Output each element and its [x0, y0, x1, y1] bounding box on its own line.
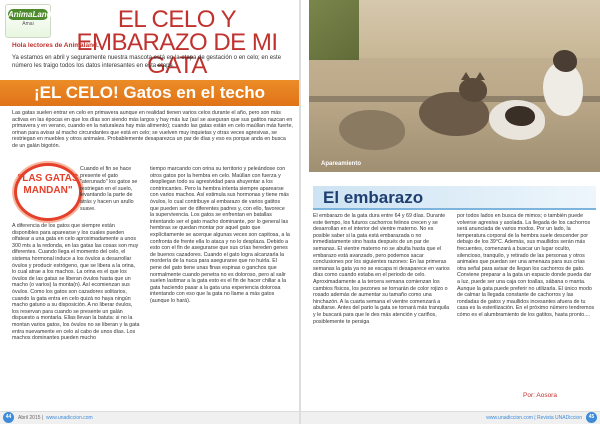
footer-site-link[interactable]: www.unadiccion.com	[46, 415, 93, 421]
footer-left	[0, 411, 299, 424]
column-text-b: A diferencia de los gatos que siempre están disponibles para aparearse y los cuales pueden olfatear a una gata en celo aproximadamente a unos 300 mts a la redonda, en las gatas las cosas son muy diferentes. Cuando llega el momento del celo, el sistema hormonal induce a los óvulos a desarrollar óvulos y producir estrógeno, que se libera a la orina, lo cual atrae a los machos. La orina es el que los óvulos de las gatas se liberan óvulos hasta que un macho (o varios) la monta(n). Así ecomienzan sus óvulos. Como los gatos son cazadores solitarios, cuando la gata entra en celo quizá no haya ningún macho gatuno a su disposición. A no liberar óvulos, los reservan para cuando se presente un galán dispuesto a montarla. Ellas llevan la batuta: si no la montan varios gatos, los óvulos no se liberan y la gata entra nuevamente en celo al cabo de unos días. Los machos dominantes pueden mucho	[12, 223, 140, 342]
cat-illustration-3-head	[553, 50, 577, 72]
logo-name: AnimaLand	[8, 10, 52, 19]
logo-tagline: Amai	[22, 21, 34, 27]
cat-illustration-2-patch	[505, 106, 535, 126]
animaland-logo	[5, 4, 51, 38]
lead-paragraph: Las gatas suelen entrar en celo en primavera aunque en realidad tienen varios celos durante el año, pero son más activas en las épocas en que los días son siendo más largos y hay más luz (así se aseguran que sus gatitos nazcan en primavera y en verano, cuando en la naturaleza hay más alimento); cuando las gatas están en celo maúllan más fuerte, orinan para avisar al macho circundantes que está en celo; se vuelven muy inquietas y otras veces agresivas, se restriegan en muebles y otros animales. Probablemente desaparezca un par de días y eso es porque anda en busca de un galán bigotón.	[12, 110, 293, 149]
photo-caption: Apareamiento	[321, 161, 362, 167]
cat-illustration-4	[339, 110, 405, 150]
cat-ear-icon	[461, 72, 471, 80]
cat-ear-icon	[475, 72, 485, 80]
page-number-left: 44	[3, 412, 14, 423]
section-title-embarazo: El embarazo	[313, 186, 596, 210]
greeting: Hola lectores de Animaland.	[12, 42, 99, 49]
column-text-a: Cuando el fin se hace presente el gato "aterunado" los gatos se restriegan en el suelo, levantando la parte de atrás y hacen un arullo suave.	[80, 166, 138, 212]
left-page	[0, 0, 299, 424]
photo-foliage	[309, 0, 359, 60]
pull-quote	[14, 163, 82, 221]
column-text-c: tiempo marcando con orina su territorio y peleándose con otros gatos por la hembra en celo. Maúllan con fuerza y despliegan todo su agresividad para ahuyentar a los contrincantes. Pero la hembra intenta siempre aparearse con varios machos. Así estimula sus hormonas y tiene más óvulos, lo cual contribuye al embarazo de varios gatitos que pueden ser de diferentes padres y, con ello, favorece la supervivencia. Los gatos se enfrentan en batallas intentando ser el gato macho dominante, por lo general las hembras se quedan montar por aquel gato que explícitamente se acerque algunas veces son capitosa, a la confronta de frente ella lo ataca y no lo desplaza. Debido a esto con el fin de asegurarse que sus crías hereden genes de buenos cazadores. Cuando el gato logra alcanzarla la mordería de la nuca para asegurarse que no huirla. El pene del gato tiene unas finas espinas o ganchos que normalmente cuando penetra no es doloroso, pero al salir suelen lastimar a la gata esto es el fin de hacer chillar a la gata haciendo pasar a la gata una experiencia dolorosa intentando con eso que la gata no llame a más gatos (aunque lo hará).	[150, 166, 290, 304]
footer-date: Abril 2015 |	[18, 415, 44, 421]
section-banner	[0, 80, 299, 106]
article-title: EL CELO Y EMBARAZO DE MI GATA	[76, 6, 278, 79]
column-text-e: por todos lados en busca de mimos; o también puede volverse agresiva y asolada. La llegada de los cachorros será anunciada de varios modos. Por un lado, la temperatura corporal de la hembra suele descender por debajo de los 39°C. Además, sus maullidos serán más frecuentes, comenzará a buscar un lugar oculto, silencioso, tranquilo, y retirado de las personas y otros animales que puedan ser una amenaza para sus crías otra señal para avisar de llegan los cachorros de gato. Conviene preparar a la gata un espacio donde pueda dar a luz, puede ser una caja con toallas, sábana o manta. Aunque la gata puede preferir no utilizarla. El único modo de calmar la llegada constante de cachorros y las rondadas de gatos y maullidos incesantes afuera de tu casa es la esterilización. En el próximo número tendremos cómo es el alumbramiento de los gatitos, hasta pronto....	[457, 213, 595, 318]
cat-illustration-1-head	[459, 78, 487, 102]
author-signature: Por: Aosora	[523, 392, 557, 399]
footer-site-link-right[interactable]: www.unadiccion.com | Revista UNADiccion	[486, 415, 582, 421]
section-title-celo: ¡EL CELO! Gatos en el techo	[33, 83, 266, 102]
footer-right	[301, 411, 600, 424]
right-page	[301, 0, 600, 424]
intro-paragraph: Ya estamos en abril y seguramente nuestra mascota está en la etapa de gestación o en celo; en este número les traigo todos los datos interesantes en esta etapa.	[12, 55, 282, 69]
column-text-d: El embarazo de la gata dura entre 64 y 69 días. Durante este tiempo, los futuros cachorros felinos crecen y se desarrollan en el interior del vientre materno. No es posible saber si la gata está embarazada o no inmediatamente sino hasta después de un par de semanas. El vientre materno no se abulta hasta que el embarazo está avanzado, pero podemos sacar conclusiones por los siguientes razones: En las primeras semanas la gata ya no se escapa ni desaparece en varios días como cuando estaba en el periodo de celo. Aproximadamente a la tercera semana comienzan los cambios físicos, los pezones se tornarán de color rojizo o rosado además de aumentar su tamaño como una hinchazón. A la cuarta semana el vientre comenzará a abultarse. Antes del parto la gata se tornará más tranquila y le buscará para que le des más atención y cariños, posiblemente te persiga	[313, 213, 450, 325]
page-number-right: 45	[586, 412, 597, 423]
pull-quote-text: "LAS GATAS MANDAN"	[17, 173, 79, 196]
cats-photo	[309, 0, 600, 172]
